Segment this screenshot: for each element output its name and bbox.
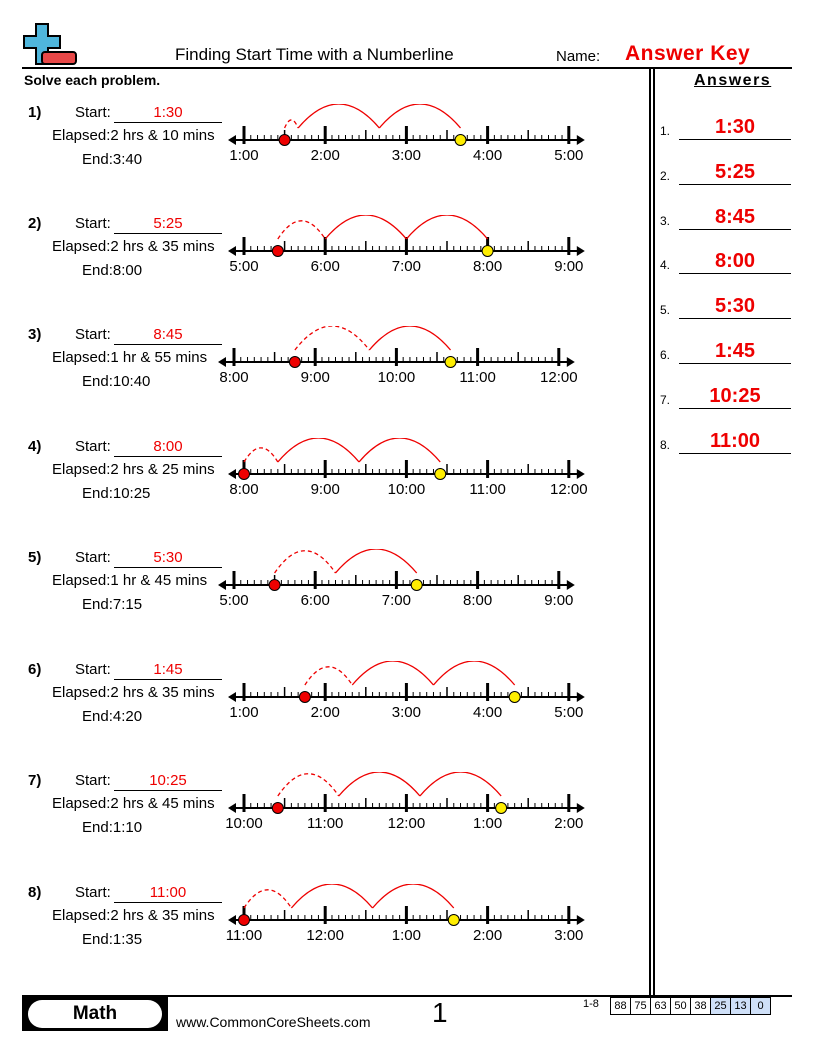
- start-label: Start:: [75, 326, 111, 343]
- header-divider: [22, 67, 792, 69]
- answer-number: 4.: [660, 258, 671, 273]
- hour-jump-arc: [420, 772, 501, 796]
- arrow-left-icon: [218, 357, 226, 367]
- answer-row: [660, 155, 795, 185]
- axis-label: 4:00: [472, 704, 503, 721]
- elapsed-label: Elapsed:: [52, 907, 111, 924]
- problem-number: 4): [28, 438, 42, 455]
- number-line: [0, 438, 640, 538]
- answer-field[interactable]: 8:00: [679, 250, 791, 274]
- elapsed-value: 2 hrs & 10 mins: [110, 127, 215, 144]
- axis-label: 9:00: [300, 369, 330, 386]
- score-table: [610, 997, 771, 1015]
- answer-field[interactable]: 8:45: [679, 206, 791, 230]
- answer-row: [660, 244, 795, 274]
- answer-row: [660, 379, 795, 409]
- arrow-right-icon: [577, 469, 585, 479]
- elapsed-label: Elapsed:: [52, 127, 111, 144]
- start-answer-field[interactable]: 10:25: [114, 772, 222, 791]
- problem-number: 8): [28, 884, 42, 901]
- end-point: [411, 580, 422, 591]
- end-point: [482, 246, 493, 257]
- end-label: End:: [82, 596, 113, 613]
- minutes-jump-arc: [278, 221, 325, 239]
- problem-8: [0, 884, 640, 984]
- hour-jump-arc: [433, 661, 514, 685]
- axis-label: 2:00: [310, 147, 340, 164]
- answer-row: [660, 424, 795, 454]
- axis-label: 1:00: [229, 704, 259, 721]
- answer-number: 6.: [660, 348, 671, 362]
- answers-heading: Answers: [694, 72, 772, 89]
- axis-label: 12:00: [550, 481, 588, 498]
- hour-jump-arc: [352, 661, 433, 685]
- elapsed-label: Elapsed:: [52, 572, 111, 589]
- elapsed-value: 2 hrs & 35 mins: [110, 907, 215, 924]
- axis-label: 12:00: [387, 815, 426, 832]
- end-label: End:: [82, 819, 113, 836]
- end-label: End:: [82, 262, 113, 279]
- end-value: 10:25: [112, 485, 151, 502]
- axis-label: 11:00: [459, 369, 496, 386]
- column-divider: [653, 68, 655, 996]
- arrow-left-icon: [218, 580, 226, 590]
- end-label: End:: [82, 485, 113, 502]
- arrow-right-icon: [577, 246, 585, 256]
- start-answer-field[interactable]: 11:00: [114, 884, 222, 903]
- axis-label: 9:00: [554, 258, 584, 275]
- axis-label: 11:00: [225, 927, 263, 944]
- answer-number: 2.: [660, 168, 671, 183]
- arrow-right-icon: [567, 580, 575, 590]
- page-number: 1: [432, 997, 448, 1028]
- start-label: Start:: [75, 772, 111, 789]
- start-point: [239, 469, 250, 480]
- problem-number: 5): [28, 549, 42, 566]
- start-label: Start:: [75, 104, 111, 121]
- elapsed-label: Elapsed:: [52, 349, 111, 366]
- elapsed-label: Elapsed:: [52, 795, 111, 812]
- answer-number: 1.: [660, 124, 671, 138]
- hour-jump-arc: [369, 326, 450, 350]
- arrow-right-icon: [577, 692, 585, 702]
- axis-label: 3:00: [391, 704, 422, 721]
- start-point: [289, 357, 300, 368]
- number-line: [0, 215, 640, 315]
- start-answer-field[interactable]: 5:30: [114, 549, 222, 568]
- score-cell: 38: [690, 998, 710, 1014]
- elapsed-value: 2 hrs & 25 mins: [110, 461, 215, 478]
- elapsed-value: 2 hrs & 35 mins: [110, 238, 215, 255]
- elapsed-value: 1 hr & 45 mins: [110, 572, 208, 589]
- axis-label: 12:00: [540, 369, 578, 386]
- end-point: [496, 803, 507, 814]
- problem-number: 3): [28, 326, 42, 343]
- end-value: 4:20: [112, 708, 143, 725]
- axis-label: 12:00: [306, 927, 344, 944]
- end-point: [448, 915, 459, 926]
- start-point: [279, 135, 290, 146]
- number-line: [0, 884, 640, 984]
- minutes-jump-arc: [285, 120, 299, 128]
- problem-number: 6): [28, 661, 42, 678]
- score-cell: 88: [614, 1000, 627, 1012]
- axis-label: 10:00: [225, 815, 263, 832]
- hour-jump-arc: [291, 884, 372, 908]
- arrow-left-icon: [228, 915, 236, 925]
- axis-label: 8:00: [229, 481, 259, 498]
- problem-number: 1): [28, 104, 42, 121]
- start-label: Start:: [75, 661, 111, 678]
- arrow-left-icon: [228, 246, 236, 256]
- axis-label: 11:00: [469, 481, 506, 498]
- answer-row: [660, 289, 795, 319]
- number-line: [0, 549, 640, 649]
- elapsed-value: 2 hrs & 45 mins: [110, 795, 215, 812]
- score-range: 1-8: [583, 998, 599, 1010]
- start-label: Start:: [75, 215, 111, 232]
- problem-5: [0, 549, 640, 649]
- score-cell: 63: [650, 998, 670, 1014]
- plus-minus-logo-icon: [22, 22, 80, 68]
- answer-number: 3.: [660, 213, 671, 228]
- end-value: 7:15: [112, 596, 143, 613]
- end-value: 1:35: [112, 931, 143, 948]
- score-cell: 75: [630, 998, 650, 1014]
- elapsed-label: Elapsed:: [52, 684, 111, 701]
- axis-label: 7:00: [391, 258, 422, 275]
- answer-row: [660, 334, 795, 364]
- end-value: 10:40: [112, 373, 151, 390]
- problem-7: [0, 772, 640, 872]
- end-value: 3:40: [112, 151, 143, 168]
- site-url[interactable]: www.CommonCoreSheets.com: [176, 1014, 371, 1030]
- answer-row: [660, 110, 795, 140]
- number-line: [0, 326, 640, 426]
- elapsed-label: Elapsed:: [52, 238, 111, 255]
- minutes-jump-arc: [278, 774, 339, 796]
- end-point: [435, 469, 446, 480]
- axis-label: 5:00: [229, 258, 259, 275]
- start-label: Start:: [75, 884, 111, 901]
- arrow-right-icon: [577, 803, 585, 813]
- answer-field[interactable]: 1:45: [679, 340, 791, 364]
- page-title: Finding Start Time with a Numberline: [175, 45, 454, 64]
- answer-row: [660, 200, 795, 230]
- arrow-left-icon: [228, 692, 236, 702]
- hour-jump-arc: [373, 884, 454, 908]
- axis-label: 8:00: [462, 592, 493, 609]
- problem-number: 2): [28, 215, 42, 232]
- instructions: Solve each problem.: [24, 72, 161, 88]
- start-answer-field[interactable]: 5:25: [114, 215, 222, 234]
- arrow-right-icon: [577, 915, 585, 925]
- number-line: [0, 772, 640, 872]
- minutes-jump-arc: [244, 890, 291, 908]
- minutes-jump-arc: [295, 326, 369, 350]
- number-line: [0, 104, 640, 204]
- answer-key-label: Answer Key: [625, 42, 751, 65]
- number-line: [0, 661, 640, 761]
- axis-label: 6:00: [310, 258, 340, 275]
- score-cell: 13: [730, 998, 750, 1014]
- end-point: [455, 135, 466, 146]
- problem-3: [0, 326, 640, 426]
- axis-label: 8:00: [219, 369, 249, 386]
- axis-label: 1:00: [229, 147, 259, 164]
- end-point: [445, 357, 456, 368]
- arrow-left-icon: [228, 469, 236, 479]
- axis-label: 5:00: [554, 704, 584, 721]
- start-answer-field[interactable]: 8:45: [114, 326, 222, 345]
- axis-label: 3:00: [391, 147, 422, 164]
- axis-label: 5:00: [219, 592, 249, 609]
- end-value: 8:00: [112, 262, 143, 279]
- start-label: Start:: [75, 549, 111, 566]
- minutes-jump-arc: [305, 667, 352, 685]
- answer-field[interactable]: 5:30: [679, 295, 791, 319]
- answer-number: 7.: [660, 392, 671, 407]
- start-answer-field[interactable]: 1:30: [114, 104, 222, 123]
- arrow-right-icon: [567, 357, 575, 367]
- axis-label: 10:00: [387, 481, 426, 498]
- hour-jump-arc: [406, 215, 487, 239]
- arrow-right-icon: [577, 135, 585, 145]
- start-point: [299, 692, 310, 703]
- axis-label: 4:00: [472, 147, 503, 164]
- score-cell: 0: [750, 998, 770, 1014]
- minutes-jump-arc: [275, 551, 336, 573]
- hour-jump-arc: [379, 104, 460, 128]
- hour-jump-arc: [298, 104, 379, 128]
- hour-jump-arc: [278, 438, 359, 462]
- axis-label: 1:00: [472, 815, 503, 832]
- arrow-left-icon: [228, 135, 236, 145]
- axis-label: 7:00: [381, 592, 412, 609]
- end-label: End:: [82, 931, 113, 948]
- hour-jump-arc: [336, 549, 417, 573]
- name-label: Name:: [556, 48, 601, 65]
- end-point: [509, 692, 520, 703]
- axis-label: 6:00: [300, 592, 330, 609]
- end-value: 1:10: [112, 819, 143, 836]
- axis-label: 10:00: [377, 369, 416, 386]
- minutes-jump-arc: [244, 448, 278, 462]
- answer-field[interactable]: 11:00: [679, 430, 791, 454]
- elapsed-value: 1 hr & 55 mins: [110, 349, 208, 366]
- hour-jump-arc: [339, 772, 420, 796]
- end-label: End:: [82, 708, 113, 725]
- start-label: Start:: [75, 438, 111, 455]
- end-label: End:: [82, 373, 113, 390]
- problem-2: [0, 215, 640, 315]
- elapsed-label: Elapsed:: [52, 461, 111, 478]
- axis-label: 11:00: [306, 815, 344, 832]
- column-divider: [649, 68, 651, 996]
- problem-6: [0, 661, 640, 761]
- hour-jump-arc: [325, 215, 406, 239]
- start-point: [272, 803, 283, 814]
- start-answer-field[interactable]: 8:00: [114, 438, 222, 457]
- answer-number: 5.: [660, 303, 671, 318]
- answer-field[interactable]: 5:25: [679, 161, 791, 185]
- axis-label: 2:00: [554, 815, 584, 832]
- problem-1: [0, 104, 640, 204]
- axis-label: 8:00: [472, 258, 503, 275]
- score-cell: 50: [670, 998, 690, 1014]
- problem-4: [0, 438, 640, 538]
- start-point: [239, 915, 250, 926]
- axis-label: 9:00: [544, 592, 574, 609]
- start-point: [269, 580, 280, 591]
- axis-label: 2:00: [472, 927, 503, 944]
- answer-number: 8.: [660, 437, 671, 452]
- subject-label: Math: [28, 1000, 162, 1028]
- axis-label: 5:00: [554, 147, 584, 164]
- elapsed-value: 2 hrs & 35 mins: [110, 684, 215, 701]
- axis-label: 3:00: [554, 927, 584, 944]
- axis-label: 2:00: [310, 704, 340, 721]
- start-point: [272, 246, 283, 257]
- arrow-left-icon: [228, 803, 236, 813]
- answer-field[interactable]: 10:25: [679, 385, 791, 409]
- hour-jump-arc: [359, 438, 440, 462]
- axis-label: 1:00: [391, 927, 422, 944]
- end-label: End:: [82, 151, 113, 168]
- start-answer-field[interactable]: 1:45: [114, 661, 222, 680]
- score-cell: 25: [710, 998, 730, 1014]
- problem-number: 7): [28, 772, 42, 789]
- answer-field[interactable]: 1:30: [679, 116, 791, 140]
- axis-label: 9:00: [310, 481, 340, 498]
